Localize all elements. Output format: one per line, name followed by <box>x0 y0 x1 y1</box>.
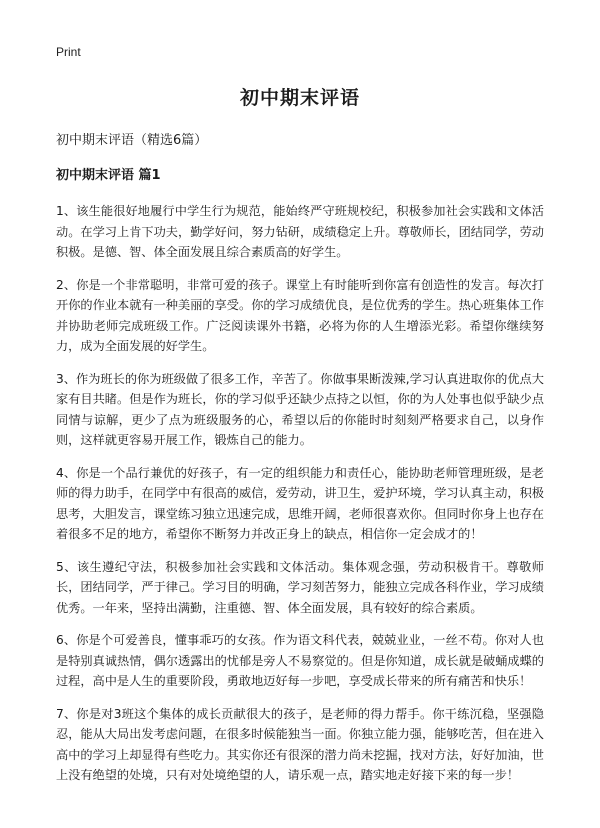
paragraph-2: 2、你是一个非常聪明，非常可爱的孩子。课堂上有时能听到你富有创造性的发言。每次打开你的作业本就有一种美丽的享受。你的学习成绩优良，是位优秀的学生。热心班集体工作并协助老师完成班级工作。广泛阅读课外书籍，必将为你的人生增添光彩。希望你继续努力，成为全面发展的好学生。 <box>56 277 544 353</box>
paragraph-7: 7、你是对3班这个集体的成长贡献很大的孩子，是老师的得力帮手。你干练沉稳，坚强隐忍，能从大局出发考虑问题，在很多时候能独当一面。你独立能力强，能够吃苦，但在进入高中的学习上却显得有些吃力。其实你还有很深的潜力尚未挖掘，找对方法，好好加油，世上没有绝望的处境，只有对处境绝望的人，请乐观一点，踏实地走好接下来的每一步！ <box>56 706 544 782</box>
paragraph-3: 3、作为班长的你为班级做了很多工作，辛苦了。你做事果断泼辣,学习认真进取你的优点大家有目共睹。但是作为班长，你的学习似乎还缺少点持之以恒，你的为人处事也似乎缺少点同情与谅解，更少了点为班级服务的心，希望以后的你能时时刻刻严格要求自己，以身作则，这样就更容易开展工作，锻炼自己的能力。 <box>56 371 544 447</box>
paragraph-5: 5、该生遵纪守法，积极参加社会实践和文体活动。集体观念强，劳动积极肯干。尊敬师长，团结同学，严于律己。学习目的明确，学习刻苦努力，能独立完成各科作业，学习成绩优秀。一年来，坚持出满勤，注重德、智、体全面发展，具有较好的综合素质。 <box>56 559 544 615</box>
paragraph-6: 6、你是个可爱善良，懂事乖巧的女孩。作为语文科代表，兢兢业业，一丝不苟。你对人也是特别真诚热情，偶尔透露出的忧郁是旁人不易察觉的。但是你知道，成长就是破蛹成蝶的过程，高中是人生的重要阶段，勇敢地迈好每一步吧，享受成长带来的所有痛苦和快乐！ <box>56 633 544 688</box>
paragraph-1: 1、该生能很好地履行中学生行为规范，能始终严守班规校纪，积极参加社会实践和文体活动。在学习上肯下功夫，勤学好问，努力钻研，成绩稳定上升。尊敬师长，团结同学，劳动积极。是德、智、体全面发展且综合素质高的好学生。 <box>56 204 544 259</box>
document-subtitle: 初中期末评语（精选6篇） <box>56 133 208 148</box>
section-heading: 初中期末评语 篇1 <box>56 168 161 183</box>
document-title: 初中期末评语 <box>239 87 360 109</box>
paragraph-4: 4、你是一个品行兼优的好孩子，有一定的组织能力和责任心，能协助老师管理班级，是老师的得力助手，在同学中有很高的威信，爱劳动，讲卫生，爱护环境，学习认真主动，积极思考，大胆发言，课堂练习独立迅速完成，思维开阔，老师很喜欢你。但同时你身上也存在着很多不足的地方，希望你不断努力并改正身上的缺点，相信你一定会成才的！ <box>56 465 544 541</box>
print-label[interactable]: Print <box>56 45 81 59</box>
